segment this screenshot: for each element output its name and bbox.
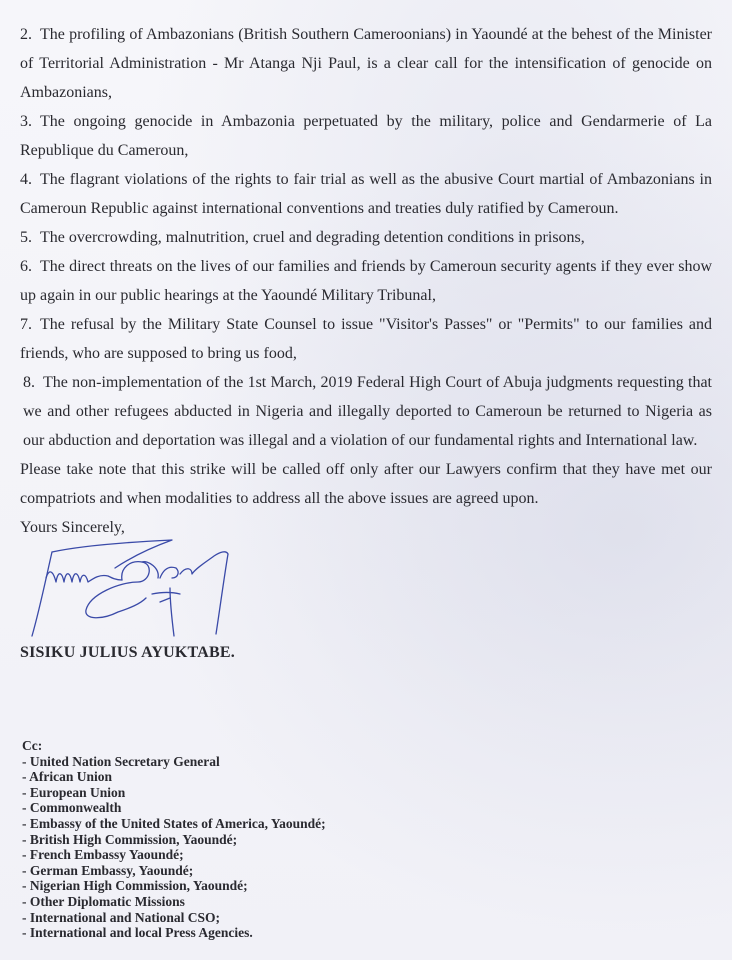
grievance-item: 2. The profiling of Ambazonians (British Southern Cameroonians) in Yaoundé at the behest of the Minister of Territorial Administration - Mr Atanga Nji Paul, is a clear call for the intensification of genocide on Ambazonians,: [20, 26, 712, 101]
cc-recipient: - African Union: [22, 769, 326, 785]
cc-recipient: - Other Diplomatic Missions: [22, 894, 326, 910]
grievance-item: 7. The refusal by the Military State Counsel to issue "Visitor's Passes" or "Permits" to our families and friends, who are supposed to bring us food,: [20, 316, 712, 362]
cc-list: [22, 738, 326, 941]
cc-recipient: - United Nation Secretary General: [22, 754, 326, 770]
cc-recipient: - European Union: [22, 785, 326, 801]
closing-salutation: Yours Sincerely,: [20, 519, 125, 536]
letter-body: [20, 20, 712, 667]
cc-recipients: [22, 754, 326, 941]
grievance-item: 5. The overcrowding, malnutrition, cruel and degrading detention conditions in prisons,: [20, 229, 585, 246]
strike-notice: Please take note that this strike will be called off only after our Lawyers confirm that they have met our compatriots and when modalities to address all the above issues are agreed upon.: [20, 461, 712, 507]
grievance-item: 3. The ongoing genocide in Ambazonia perpetuated by the military, police and Gendarmerie of La Republique du Cameroun,: [20, 113, 712, 159]
cc-recipient: - Embassy of the United States of America, Yaoundé;: [22, 816, 326, 832]
cc-recipient: - Commonwealth: [22, 800, 326, 816]
cc-recipient: - Nigerian High Commission, Yaoundé;: [22, 878, 326, 894]
cc-recipient: - French Embassy Yaoundé;: [22, 847, 326, 863]
signer-name: SISIKU JULIUS AYUKTABE.: [20, 644, 235, 661]
cc-recipient: - British High Commission, Yaoundé;: [22, 832, 326, 848]
cc-label: Cc:: [22, 738, 43, 753]
grievance-item: 8. The non-implementation of the 1st March, 2019 Federal High Court of Abuja judgments requesting that we and other refugees abducted in Nigeria and illegally deported to Cameroun be returned to Nigeria as our abduction and deportation was illegal and a violation of our fundamental rights and International law.: [23, 374, 712, 449]
cc-recipient: - International and local Press Agencies.: [22, 925, 326, 941]
grievance-item: 6. The direct threats on the lives of our families and friends by Cameroun security agents if they ever show up again in our public hearings at the Yaoundé Military Tribunal,: [20, 258, 712, 304]
cc-recipient: - German Embassy, Yaoundé;: [22, 863, 326, 879]
cc-recipient: - International and National CSO;: [22, 910, 326, 926]
grievance-item: 4. The flagrant violations of the rights to fair trial as well as the abusive Court martial of Ambazonians in Cameroun Republic against international conventions and treaties duly ratified by Cameroun.: [20, 171, 712, 217]
signature-icon: [20, 538, 320, 638]
